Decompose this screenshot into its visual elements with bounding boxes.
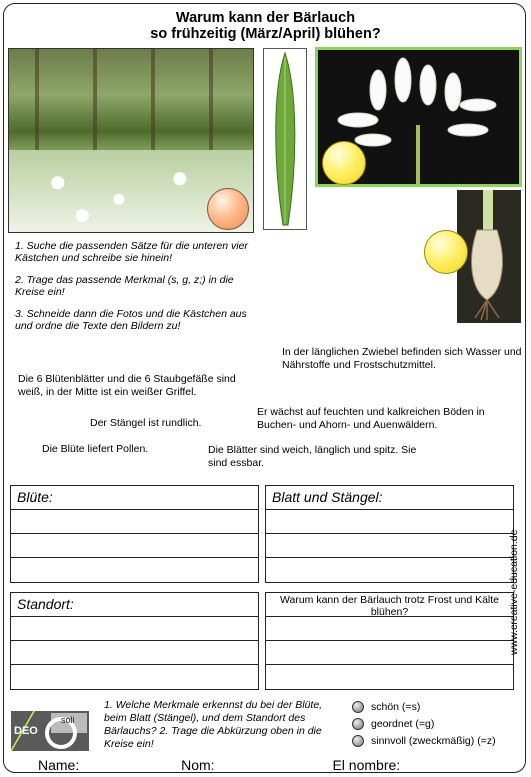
name-fields: [38, 757, 488, 773]
title-line-1: Warum kann der Bärlauch: [175, 10, 356, 26]
snippet-pollen[interactable]: Die Blüte liefert Pollen.: [42, 443, 149, 455]
snippet-blaetter[interactable]: Die Blätter sind weich, länglich und spitz. Sie sind essbar.: [208, 444, 417, 469]
box-warum[interactable]: [265, 592, 514, 690]
answer-circle-yellow-flower[interactable]: [322, 141, 366, 185]
gray-dot-icon: [352, 735, 364, 747]
gray-dot-icon: [352, 701, 364, 713]
name-input[interactable]: [81, 759, 173, 773]
website-credit: www.creative-education.de: [508, 529, 520, 655]
box-standort[interactable]: [10, 592, 259, 690]
snippet-bluetenblaetter[interactable]: Die 6 Blütenblätter und die 6 Staubgefäße sind weiß, in der Mitte ist ein weißer Griffel.: [18, 373, 236, 398]
instruction-1: 1. Suche die passenden Sätze für die unteren vier Kästchen und schreibe sie hinein!: [15, 240, 248, 264]
snippet-staengel[interactable]: Der Stängel ist rundlich.: [90, 417, 202, 429]
snippet-zwiebel[interactable]: In der länglichen Zwiebel befinden sich Wasser und Nährstoffe und Frostschutzmittel.: [282, 346, 522, 371]
legend-label: schön (=s): [371, 700, 421, 713]
instructions: [15, 240, 263, 342]
gray-dot-icon: [352, 718, 364, 730]
box-blatt[interactable]: [265, 485, 514, 583]
box-bluete-heading: Blüte:: [11, 486, 258, 510]
nombre-input[interactable]: [402, 759, 484, 773]
box-blatt-heading: Blatt und Stängel:: [266, 486, 513, 510]
logo-text-soli: soli: [61, 715, 75, 725]
legend-item: [352, 732, 496, 749]
answer-circle-orange[interactable]: [207, 188, 249, 230]
legend-label: sinnvoll (zweckmäßig) (=z): [371, 734, 496, 747]
legend-item: [352, 698, 496, 715]
leaf-photo: [263, 48, 307, 230]
nom-input[interactable]: [217, 759, 325, 773]
instruction-3: 3. Schneide dann die Fotos und die Kästchen aus und ordne die Texte den Bildern zu!: [15, 308, 247, 332]
nombre-label: El nombre:: [332, 757, 401, 773]
nom-label: Nom:: [181, 757, 215, 773]
box-warum-heading: Warum kann der Bärlauch trotz Frost und Kälte blühen?: [266, 593, 513, 617]
snippet-boeden[interactable]: Er wächst auf feuchten und kalkreichen Böden in Buchen- und Ahorn- und Auenwäldern.: [257, 406, 485, 431]
name-label: Name:: [38, 757, 80, 773]
legend: [352, 698, 496, 749]
answer-circle-yellow-bulb[interactable]: [424, 230, 468, 274]
logo-text-deo: DEO: [14, 725, 38, 737]
bottom-question: 1. Welche Merkmale erkennst du bei der Blüte, beim Blatt (Stängel), und dem Standort des Bärlauchs? 2. Trage die Abkürzung oben in die Kreise ein!: [104, 699, 323, 750]
box-standort-heading: Standort:: [11, 593, 258, 617]
deo-logo: [11, 711, 89, 751]
title-line-2: so frühzeitig (März/April) blühen?: [150, 26, 381, 42]
box-bluete[interactable]: [10, 485, 259, 583]
legend-label: geordnet (=g): [371, 717, 435, 730]
page-title: [0, 10, 531, 42]
legend-item: [352, 715, 496, 732]
instruction-2: 2. Trage das passende Merkmal (s, g, z;) in die Kreise ein!: [15, 274, 234, 298]
